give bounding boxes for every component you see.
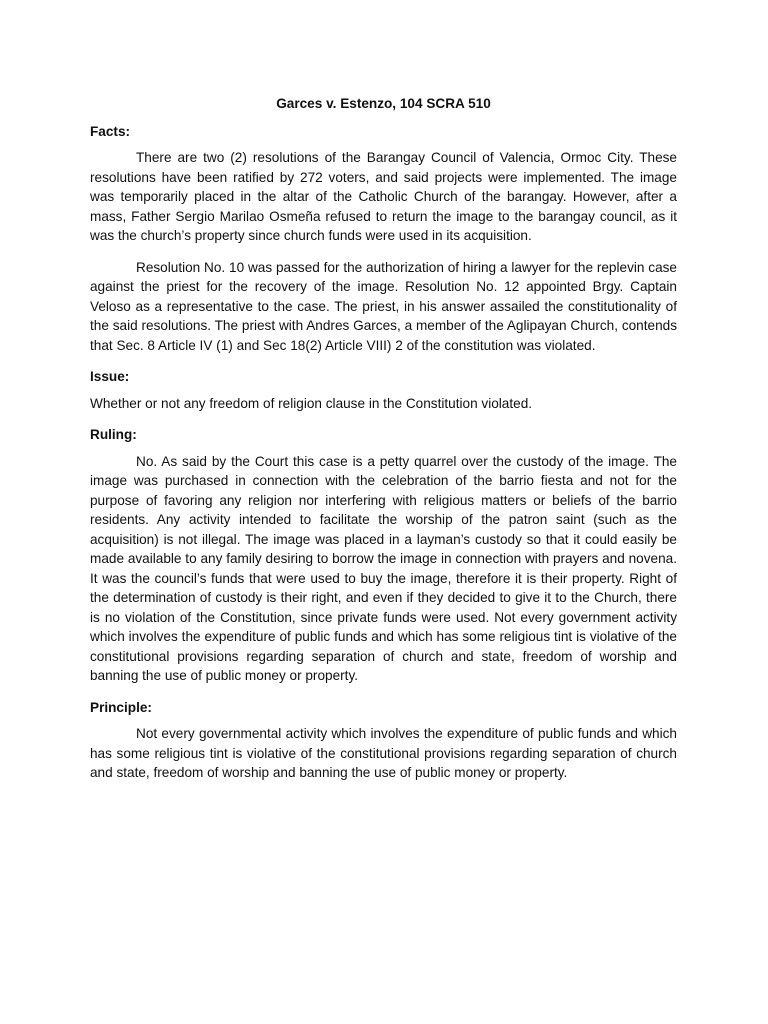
facts-paragraph-1: There are two (2) resolutions of the Barangay Council of Valencia, Ormoc City. These resolutions have been ratified by 272 voters, and said projects were implemented. The image was temporarily placed in the altar of the Catholic Church of the barangay. However, after a mass, Father Sergio Marilao Osmeña refused to return the image to the barangay council, as it was the church’s property since church funds were used in its acquisition. xyxy=(90,150,677,243)
document-page xyxy=(90,94,677,795)
ruling-heading: Ruling: xyxy=(90,427,137,442)
ruling-text: No. As said by the Court this case is a petty quarrel over the custody of the image. The image was purchased in connection with the celebration of the barrio fiesta and not for the purpose of favoring any religion nor interfering with religious matters or beliefs of the barrio residents. Any activity intended to facilitate the worship of the patron saint (such as the acquisition) is not illegal. The image was placed in a layman’s custody so that it could easily be made available to any family desiring to borrow the image in connection with prayers and novena. It was the council’s funds that were used to buy the image, therefore it is their property. Right of the determination of custody is their right, and even if they decided to give it to the Church, there is no violation of the Constitution, since private funds were used. Not every government activity which involves the expenditure of public funds and which has some religious tint is violative of the constitutional provisions regarding separation of church and state, freedom of worship and banning the use of public money or property. xyxy=(90,453,677,683)
issue-heading: Issue: xyxy=(90,369,130,384)
facts-heading: Facts: xyxy=(90,123,131,139)
facts-paragraph-2: Resolution No. 10 was passed for the authorization of hiring a lawyer for the replevin case against the priest for the recovery of the image. Resolution No. 12 appointed Brgy. Captain Veloso as a representative to the case. The priest, in his answer assailed the constitutionality of the said resolutions. The priest with Andres Garces, a member of the Aglipayan Church, contends that Sec. 8 Article IV (1) and Sec 18(2) Article VIII) 2 of the constitution was violated. xyxy=(90,259,677,353)
issue-text: Whether or not any freedom of religion clause in the Constitution violated. xyxy=(90,395,533,411)
principle-heading: Principle: xyxy=(90,699,152,715)
document-title: Garces v. Estenzo, 104 SCRA 510 xyxy=(276,96,491,111)
principle-text: Not every governmental activity which involves the expenditure of public funds and which has some religious tint is violative of the constitutional provisions regarding separation of church and state, freedom of worship and banning the use of public money or property. xyxy=(90,726,677,780)
